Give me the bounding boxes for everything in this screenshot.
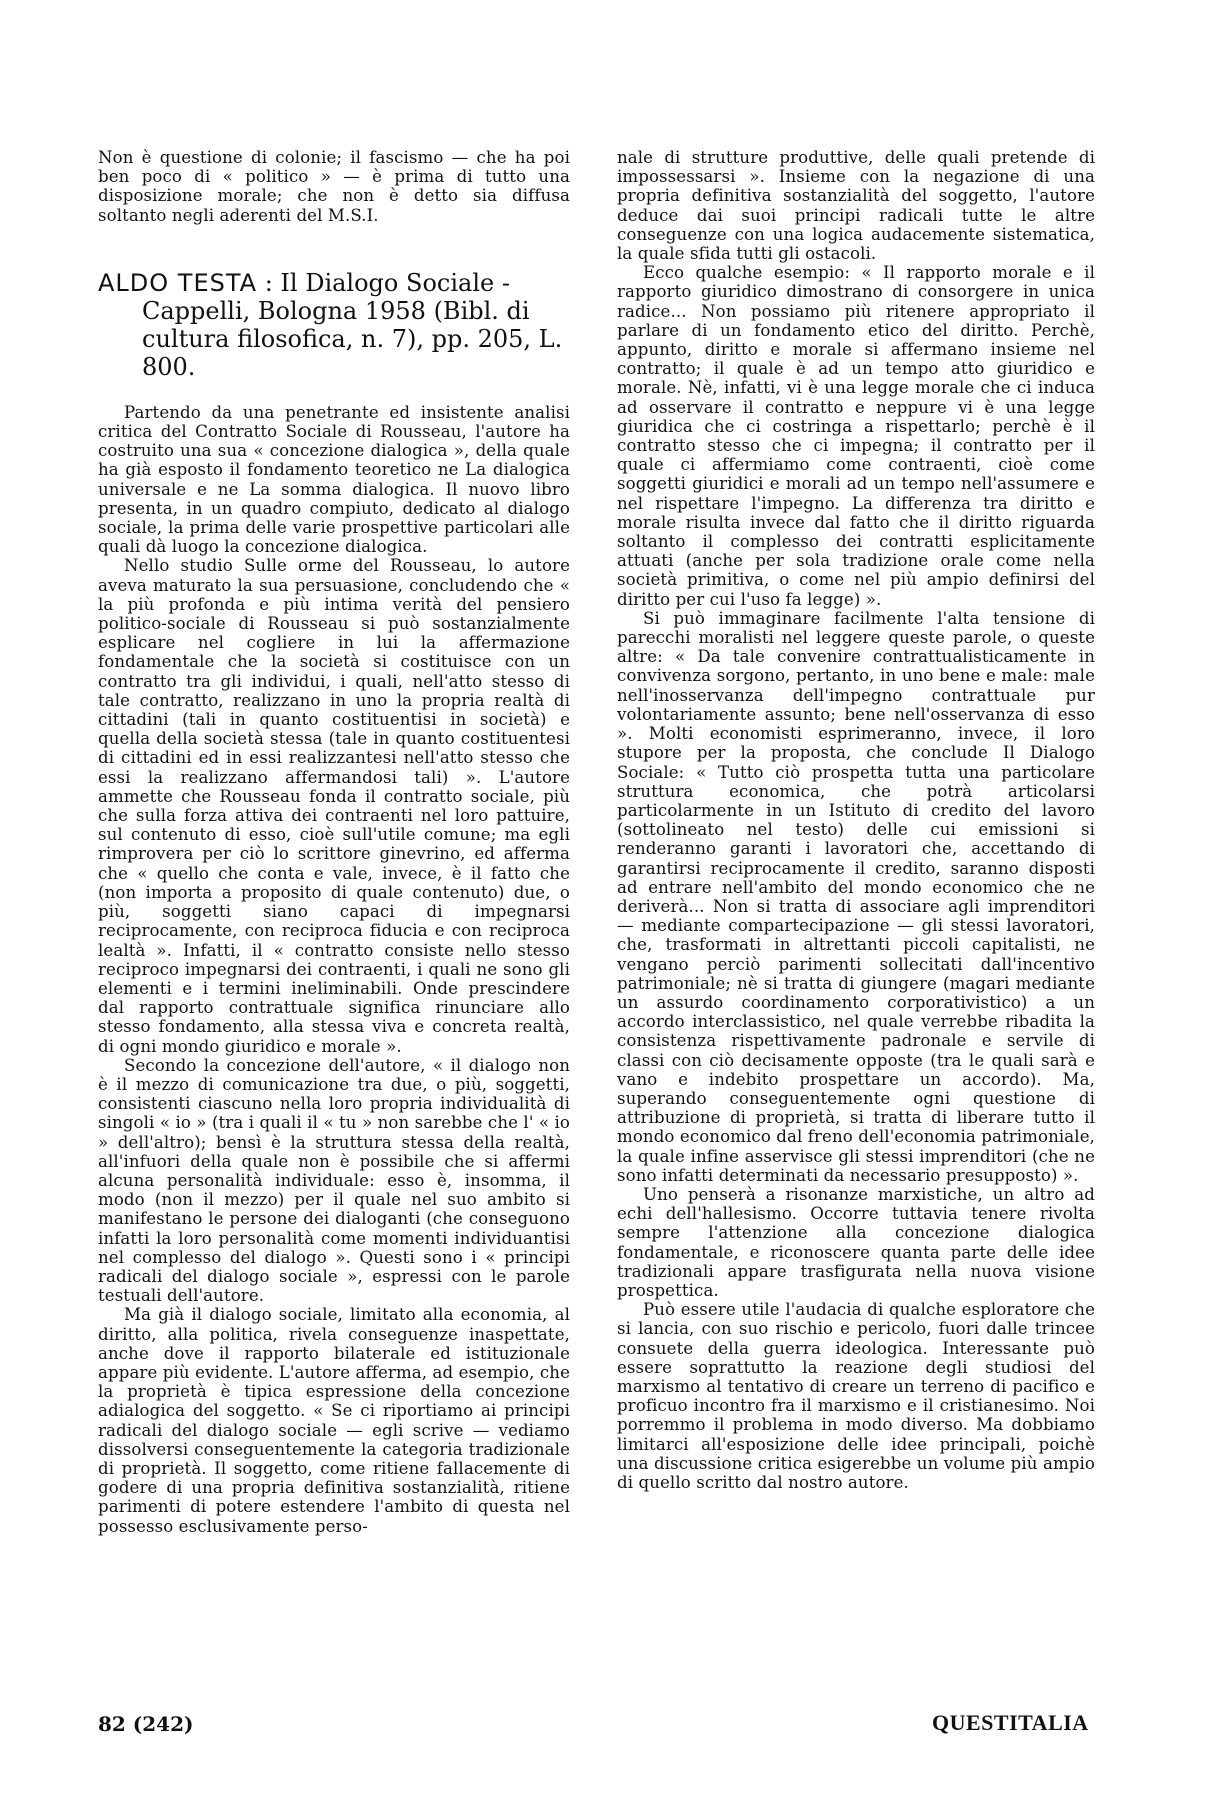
page-number: 82 (242) bbox=[98, 1712, 194, 1736]
left-column bbox=[98, 148, 570, 1536]
paragraph: Può essere utile l'audacia di qualche esploratore che si lancia, con suo rischio e pericolo, fuori dalle trincee consuete della guerra ideologica. Interessante può essere soprattutto la reazione degli studiosi del marxismo al tentativo di creare un terreno di pacifico e proficuo incontro fra il marxismo e il cristianesimo. Noi porremmo il problema in modo diverso. Ma dobbiamo limitarci all'esposizione delle idee principali, poichè una discussione critica esigerebbe un volume più ampio di quello scritto dal nostro autore. bbox=[617, 1300, 1095, 1493]
right-column bbox=[617, 148, 1095, 1492]
paragraph: Secondo la concezione dell'autore, « il dialogo non è il mezzo di comunicazione tra due, o più, soggetti, consistenti ciascuno nella loro propria individualità di singoli « io » (tra i quali il « tu » non sarebbe che l' « io » dell'altro); bensì è la struttura stessa della realtà, all'infuori della quale non è possibile che si affermi alcuna personalità individuale: esso è, insomma, il modo (non il mezzo) per il quale nel suo ambito si manifestano le persone dei dialoganti (che conseguono infatti la loro personalità come momenti individuantisi nel complesso del dialogo ». Questi sono i « principi radicali del dialogo sociale », espressi con le parole testuali dell'autore. bbox=[98, 1055, 570, 1306]
paragraph: Uno penserà a risonanze marxistiche, un altro ad echi dell'hallesismo. Occorre tuttavia tenere rivolta sempre l'attenzione alla concezione dialogica fondamentale, e riconoscere quanta parte delle idee tradizionali appare trasfigurata nella nuova visione prospettica. bbox=[617, 1184, 1095, 1300]
paragraph: nale di strutture produttive, delle quali pretende di impossessarsi ». Insieme con la negazione di una propria definitiva sostanzialità del soggetto, l'autore deduce dai suoi principi radicali tutte le altre conseguenze con una logica audacemente sistematica, la quale sfida tutti gli ostacoli. bbox=[617, 148, 1095, 264]
journal-name: QUESTITALIA bbox=[932, 1710, 1089, 1735]
review-author: ALDO TESTA bbox=[98, 268, 258, 297]
paragraph: Ma già il dialogo sociale, limitato alla economia, al diritto, alla politica, rivela conseguenze inaspettate, anche dove il rapporto bilaterale ed istituzionale appare più evidente. L'autore afferma, ad esempio, che la proprietà è tipica espressione della concezione adialogica del soggetto. « Se ci riportiamo ai principi radicali del dialogo sociale — egli scrive — vediamo dissolversi conseguentemente la categoria tradizionale di proprietà. Il soggetto, come ritiene fallacemente di godere di una propria definitiva sostanzialità, ritiene parimenti di potere estendere l'ambito di questa nel possesso esclusivamente perso- bbox=[98, 1305, 570, 1536]
paragraph: Si può immaginare facilmente l'alta tensione di parecchi moralisti nel leggere queste parole, o queste altre: « Da tale convenire contrattualisticamente in convivenza sorgono, pertanto, in uno bene e male: male nell'inosservanza dell'impegno contrattuale pur volontariamente assunto; bene nell'osservanza di esso ». Molti economisti esprimeranno, invece, il loro stupore per la proposta, che conclude Il Dialogo Sociale: « Tutto ciò prospetta tutta una particolare struttura economica, che potrà articolarsi particolarmente in un Istituto di credito del lavoro (sottolineato nel testo) delle cui emissioni si renderanno garanti i lavoratori che, accettando di garantirsi reciprocamente il credito, saranno disposti ad entrare nell'ambito del mondo economico che ne deriverà... Non si tratta di associare agli imprenditori — mediante compartecipazione — gli stessi lavoratori, che, trasformati in altrettanti piccoli capitalisti, ne vengano perciò parimenti sollecitati dall'incentivo patrimoniale; nè si tratta di giungere (magari mediante un assurdo coordinamento corporativistico) a un accordo interclassistico, nel quale verrebbe ribadita la consistenza rispettivamente padronale e servile di classi con ciò decisamente opposte (tra le quali sarà e vano e indebito prospettare un accordo). Ma, superando conseguentemente ogni questione di attribuzione di proprietà, si tratta di liberare tutto il mondo economico dal freno dell'economia patrimoniale, la quale infine asservisce gli stessi imprenditori (che ne sono infatti determinati da necessario presupposto) ». bbox=[617, 608, 1095, 1185]
paragraph: Partendo da una penetrante ed insistente analisi critica del Contratto Sociale di Rousseau, l'autore ha costruito una sua « concezione dialogica », della quale ha già esposto il fondamento teoretico ne La dialogica universale e ne La somma dialogica. Il nuovo libro presenta, in un quadro compiuto, dedicato al dialogo sociale, la prima delle varie prospettive particolari alle quali dà luogo la concezione dialogica. bbox=[98, 402, 570, 557]
intro-paragraph: Non è questione di colonie; il fascismo — che ha poi ben poco di « politico » — è prima di tutto una disposizione morale; che non è detto sia diffusa soltanto negli aderenti del M.S.I. bbox=[98, 148, 570, 225]
paragraph: Nello studio Sulle orme del Rousseau, lo autore aveva maturato la sua persuasione, concludendo che « la più profonda e più intima verità del pensiero politico-sociale di Rousseau si può sostanzialmente esplicare nel cogliere in lui la affermazione fondamentale che la società si costituisce con un contratto tra gli individui, i quali, nell'atto stesso di tale contratto, realizzano in uno la propria realtà di cittadini (tali in quanto costituentisi in società) e quella della società stessa (tale in quanto costituentesi di cittadini ed in essi realizzantesi nell'atto stesso che essi la realizzano affermandosi tali) ». L'autore ammette che Rousseau fonda il contratto sociale, più che sulla forza attiva dei contraenti nel loro pattuire, sul contenuto di esso, cioè sull'utile comune; ma egli rimprovera per ciò lo scrittore ginevrino, ed afferma che « quello che conta e vale, invece, è il fatto che (non importa a proposito di quale contenuto) due, o più, soggetti siano capaci di impegnarsi reciprocamente, con reciproca fiducia e con reciproca lealtà ». Infatti, il « contratto consiste nello stesso reciproco impegnarsi dei contraenti, i quali ne sono gli elementi e i termini ineliminabili. Onde prescindere dal rapporto contrattuale significa rinunciare allo stesso fondamento, alla stessa viva e concreta realtà, di ogni mondo giuridico e morale ». bbox=[98, 556, 570, 1056]
review-title: : Il Dialogo Sociale - Cappelli, Bologna 1958 (Bibl. di cultura filosofica, n. 7), pp. 205, L. 800. bbox=[142, 268, 563, 381]
paragraph: Ecco qualche esempio: « Il rapporto morale e il rapporto giuridico dimostrano di consorgere in unica radice... Non possiamo più ritenere appropriato il parlare di un fondamento etico del diritto. Perchè, appunto, diritto e morale si affermano insieme nel contratto; il quale è ad un tempo atto giuridico e morale. Nè, infatti, vi è una legge morale che ci induca ad osservare il contratto e neppure vi è una legge giuridica che ci costringa a rispettarlo; perchè è il contratto stesso che ci impegna; il contratto per il quale ci affermiamo come contraenti, cioè come soggetti giuridici e morali ad un tempo nell'assumere e nel rispettare l'impegno. La differenza tra diritto e morale risulta invece dal fatto che il diritto riguarda soltanto il complesso dei contratti esplicitamente attuati (anche per sola tradizione orale come nella società primitiva, o come nel più ampio definirsi del diritto per cui l'uso fa legge) ». bbox=[617, 263, 1095, 609]
review-heading bbox=[98, 269, 570, 381]
